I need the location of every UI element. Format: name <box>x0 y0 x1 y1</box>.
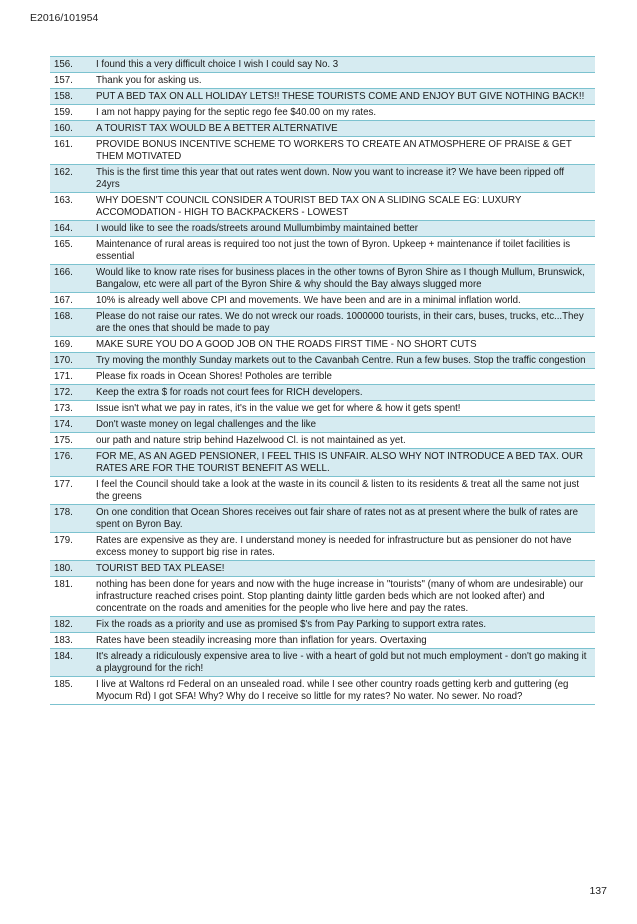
comment-text: Rates have been steadily increasing more than inflation for years. Overtaxing <box>96 635 427 646</box>
comment-number: 171. <box>54 371 73 382</box>
comment-number: 180. <box>54 563 73 574</box>
comment-row <box>50 369 595 385</box>
comment-text: I am not happy paying for the septic rego fee $40.00 on my rates. <box>96 107 377 118</box>
comment-number: 160. <box>54 123 73 134</box>
comment-row <box>50 353 595 369</box>
comment-row <box>50 633 595 649</box>
comment-text: I live at Waltons rd Federal on an unsealed road. while I see other country roads getting kerb and guttering (eg Myocum Rd) I got SFA! Why? Why do I receive so little for my rates? No water. No sewer. No road? <box>96 679 569 702</box>
comment-number: 165. <box>54 239 73 250</box>
comment-row <box>50 533 595 561</box>
comment-row <box>50 265 595 293</box>
document-reference: E2016/101954 <box>30 12 99 24</box>
comment-number: 178. <box>54 507 73 518</box>
comment-row <box>50 237 595 265</box>
comment-row <box>50 89 595 105</box>
comment-number: 166. <box>54 267 73 278</box>
comments-table <box>50 56 595 705</box>
comment-row <box>50 433 595 449</box>
comment-number: 159. <box>54 107 73 118</box>
comment-text: A TOURIST TAX WOULD BE A BETTER ALTERNATIVE <box>96 123 338 134</box>
comment-number: 175. <box>54 435 73 446</box>
comment-row <box>50 309 595 337</box>
comment-text: our path and nature strip behind Hazelwood Cl. is not maintained as yet. <box>96 435 406 446</box>
comment-text: Keep the extra $ for roads not court fees for RICH developers. <box>96 387 363 398</box>
comment-text: FOR ME, AS AN AGED PENSIONER, I FEEL THIS IS UNFAIR. ALSO WHY NOT INTRODUCE A BED TAX. OUR RATES ARE FOR THE TOURIST BENEFIT AS WELL. <box>96 451 583 474</box>
comment-text: It's already a ridiculously expensive area to live - with a heart of gold but not much employment - don't go making it a playground for the rich! <box>96 651 587 674</box>
comment-text: TOURIST BED TAX PLEASE! <box>96 563 225 574</box>
comment-row <box>50 401 595 417</box>
comment-text: On one condition that Ocean Shores receives out fair share of rates not as at present where the bulk of rates are spent on Byron Bay. <box>96 507 578 530</box>
comment-number: 157. <box>54 75 73 86</box>
comment-number: 183. <box>54 635 73 646</box>
comment-number: 176. <box>54 451 73 462</box>
comment-row <box>50 57 595 73</box>
comment-number: 185. <box>54 679 73 690</box>
comment-row <box>50 121 595 137</box>
comment-text: PROVIDE BONUS INCENTIVE SCHEME TO WORKERS TO CREATE AN ATMOSPHERE OF PRAISE & GET THEM MOTIVATED <box>96 139 572 162</box>
comment-number: 173. <box>54 403 73 414</box>
comment-row <box>50 477 595 505</box>
comment-row <box>50 561 595 577</box>
comment-text: Try moving the monthly Sunday markets out to the Cavanbah Centre. Run a few buses. Stop the traffic congestion <box>96 355 586 366</box>
comment-text: Would like to know rate rises for business places in the other towns of Byron Shire as I though Mullum, Brunswick, Bangalow, etc were all part of the Byron Shire & why should the Bay always slugged more <box>96 267 585 290</box>
comment-row <box>50 165 595 193</box>
comment-row <box>50 417 595 433</box>
page-number: 137 <box>589 885 607 897</box>
comment-text: I would like to see the roads/streets around Mullumbimby maintained better <box>96 223 419 234</box>
comment-text: Please fix roads in Ocean Shores! Potholes are terrible <box>96 371 332 382</box>
comment-text: Please do not raise our rates. We do not wreck our roads. 1000000 tourists, in their cars, buses, trucks, etc...They are the ones that should be made to pay <box>96 311 584 334</box>
comment-text: I feel the Council should take a look at the waste in its council & listen to its residents & treat all the same not just the greens <box>96 479 580 502</box>
comment-row <box>50 677 595 705</box>
comment-row <box>50 293 595 309</box>
comment-number: 174. <box>54 419 73 430</box>
comment-text: Issue isn't what we pay in rates, it's in the value we get for where & how it gets spent! <box>96 403 461 414</box>
comment-number: 181. <box>54 579 73 590</box>
comment-text: WHY DOESN'T COUNCIL CONSIDER A TOURIST BED TAX ON A SLIDING SCALE EG: LUXURY ACCOMODATION - HIGH TO BACKPACKERS - LOWEST <box>96 195 522 218</box>
comment-text: nothing has been done for years and now with the huge increase in "tourists" (many of whom are undesirable) our infrastructure reached crises point. Stop planting dainty little garden beds which are not looked after) and concentrate on the roads and amenities for the people who live here and pay the rates. <box>96 579 584 614</box>
comment-row <box>50 73 595 89</box>
comment-number: 172. <box>54 387 73 398</box>
comment-number: 164. <box>54 223 73 234</box>
comment-number: 158. <box>54 91 73 102</box>
comment-row <box>50 193 595 221</box>
comment-text: Fix the roads as a priority and use as promised $'s from Pay Parking to support extra rates. <box>96 619 487 630</box>
comment-text: Thank you for asking us. <box>96 75 202 86</box>
comment-row <box>50 449 595 477</box>
comment-row <box>50 221 595 237</box>
comment-number: 182. <box>54 619 73 630</box>
comment-text: MAKE SURE YOU DO A GOOD JOB ON THE ROADS FIRST TIME - NO SHORT CUTS <box>96 339 477 350</box>
comment-number: 162. <box>54 167 73 178</box>
comment-text: Maintenance of rural areas is required too not just the town of Byron. Upkeep + maintenance if toilet facilities is essential <box>96 239 571 262</box>
comment-row <box>50 577 595 617</box>
comment-row <box>50 649 595 677</box>
comment-text: 10% is already well above CPI and movements. We have been and are in a minimal inflation world. <box>96 295 521 306</box>
comment-number: 170. <box>54 355 73 366</box>
comment-text: This is the first time this year that out rates went down. Now you want to increase it? We have been ripped off 24yrs <box>96 167 565 190</box>
comment-number: 167. <box>54 295 73 306</box>
comment-row <box>50 105 595 121</box>
comment-text: I found this a very difficult choice I wish I could say No. 3 <box>96 59 339 70</box>
comment-number: 168. <box>54 311 73 322</box>
comment-number: 177. <box>54 479 73 490</box>
comment-number: 169. <box>54 339 73 350</box>
comment-text: Rates are expensive as they are. I understand money is needed for infrastructure but as pensioner do not have excess money to support big rise in rates. <box>96 535 572 558</box>
comment-number: 161. <box>54 139 73 150</box>
comment-text: PUT A BED TAX ON ALL HOLIDAY LETS!! THESE TOURISTS COME AND ENJOY BUT GIVE NOTHING BACK!! <box>96 91 585 102</box>
comment-number: 184. <box>54 651 73 662</box>
comment-number: 179. <box>54 535 73 546</box>
comment-row <box>50 617 595 633</box>
comment-number: 156. <box>54 59 73 70</box>
comment-row <box>50 137 595 165</box>
comment-row <box>50 337 595 353</box>
comment-number: 163. <box>54 195 73 206</box>
comment-row <box>50 505 595 533</box>
comment-text: Don't waste money on legal challenges and the like <box>96 419 316 430</box>
comment-row <box>50 385 595 401</box>
